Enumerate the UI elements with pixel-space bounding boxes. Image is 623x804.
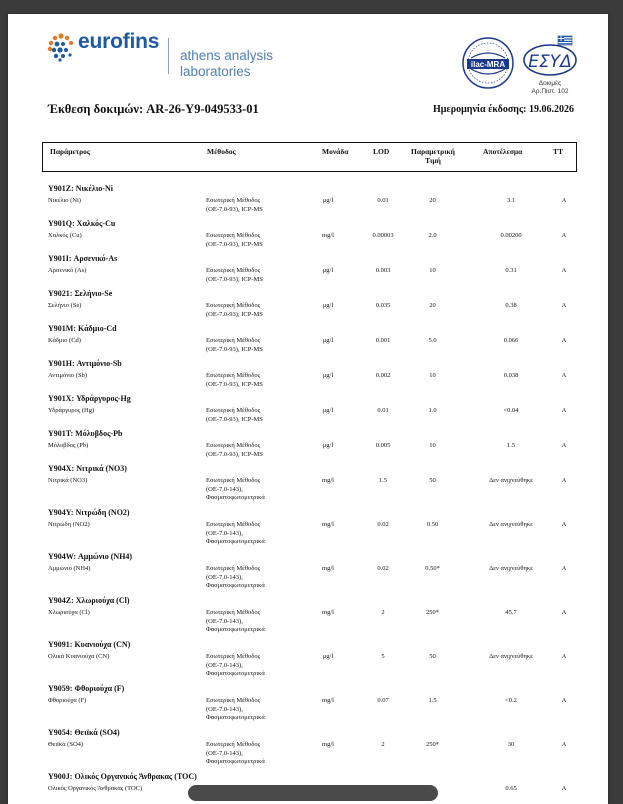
row-lod: 0.002	[375, 372, 391, 379]
row-tt: A	[561, 609, 567, 616]
row-tt: A	[561, 785, 567, 792]
row-code: Y901H: Αντιμόνιο-Sb	[48, 359, 122, 368]
row-code: Y904W: Αμμώνιο (NH4)	[48, 552, 133, 561]
table-body	[8, 14, 608, 804]
row-lod: 0.01	[377, 407, 389, 414]
row-method	[206, 521, 296, 547]
row-param-name: Σελήνιο (Se)	[48, 302, 82, 309]
col-header-param-value-line2: Τιμή	[425, 155, 441, 165]
row-lod: 0.035	[375, 302, 391, 309]
row-param-value: 1.0	[428, 407, 437, 414]
row-method	[206, 197, 296, 214]
row-method-line: Εσωτερική Μέθοδος	[206, 477, 261, 484]
issue-date: Ημερομηνία έκδοσης: 19.06.2026	[433, 104, 574, 115]
horizontal-scrollbar[interactable]	[188, 785, 438, 801]
row-unit: μg/l	[322, 407, 334, 414]
row-method	[206, 232, 296, 249]
row-param-value: 0.50*	[425, 565, 440, 572]
col-header-lod: LOD	[373, 147, 390, 156]
row-param-name: Θειϊκά (SO4)	[48, 741, 84, 748]
row-method	[206, 267, 296, 284]
row-code: Y9054: Θειϊκά (SO4)	[48, 728, 120, 737]
row-method-line: Εσωτερική Μέθοδος	[206, 442, 261, 449]
row-result: Δεν ανιχνεύθηκε	[489, 565, 533, 572]
row-method-line: (ΟΕ-7.0-93), ICP-MS	[206, 275, 263, 283]
row-lod: 0.02	[377, 521, 389, 528]
row-param-value: 20	[429, 197, 436, 204]
row-param-name: Υδράργυρος (Hg)	[48, 407, 95, 414]
row-param-value: 10	[429, 267, 436, 274]
row-unit: mg/l	[322, 521, 334, 528]
row-method	[206, 372, 296, 389]
row-param-name: Χαλκός (Cu)	[48, 232, 82, 239]
row-method-line: Εσωτερική Μέθοδος	[206, 337, 261, 344]
row-method-line: Εσωτερική Μέθοδος	[206, 232, 261, 239]
row-method-line: (ΟΕ-7.0-93), ICP-MS	[206, 415, 263, 423]
row-result: Δεν ανιχνεύθηκε	[489, 477, 533, 484]
row-tt: A	[561, 337, 567, 344]
row-lod: 0.07	[377, 697, 389, 704]
row-param-name: Χλωριούχα (Cl)	[48, 609, 90, 616]
row-method-line: Φασματοφωτομετρικά	[206, 538, 265, 545]
col-header-unit: Μονάδα	[322, 147, 349, 156]
row-tt: A	[561, 653, 567, 660]
row-method	[206, 697, 296, 723]
row-result: 0.038	[503, 372, 519, 379]
row-param-name: Ολικά Κυανιούχα (CN)	[48, 653, 110, 660]
row-lod: 0.003	[375, 267, 391, 274]
esyd-caption-line1: Δοκιμές	[538, 80, 562, 87]
row-result: Δεν ανιχνεύθηκε	[489, 521, 533, 528]
row-tt: A	[561, 407, 567, 414]
row-param-name: Αμμώνιο (NH4)	[48, 565, 91, 572]
row-method-line: (ΟΕ-7.0-93), ICP-MS	[206, 310, 263, 318]
row-code: Y904Z: Χλωριούχα (Cl)	[48, 596, 130, 605]
row-result: 30	[507, 741, 515, 748]
row-tt: A	[561, 521, 567, 528]
row-method	[206, 302, 296, 319]
row-method-line: (ΟΕ-7.0-93), ICP-MS	[206, 240, 263, 248]
row-result: 0.38	[505, 302, 517, 309]
row-param-value: 0.50	[426, 521, 439, 528]
svg-text:ΕΣΥΔ: ΕΣΥΔ	[528, 52, 572, 72]
row-code: Y9091: Κυανιούχα (CN)	[48, 640, 131, 649]
esyd-caption-line2: Αρ.Πιστ. 102	[531, 88, 569, 95]
row-method-line: (ΟΕ-7.0-143),	[206, 749, 243, 757]
row-method-line: (ΟΕ-7.0-93), ICP-MS	[206, 380, 263, 388]
row-method-line: (ΟΕ-7.0-143),	[206, 705, 243, 713]
row-param-name: Νιτρικά (NO3)	[48, 477, 88, 484]
col-header-method: Μέθοδος	[207, 147, 236, 156]
row-method-line: Εσωτερική Μέθοδος	[206, 609, 261, 616]
row-method	[206, 609, 296, 635]
row-method-line: Φασματοφωτομετρικά	[206, 626, 265, 633]
row-method-line: (ΟΕ-7.0-143),	[206, 661, 243, 669]
row-unit: μg/l	[322, 267, 334, 274]
row-method-line: Φασματοφωτομετρικά	[206, 714, 265, 721]
row-method	[206, 477, 296, 503]
row-tt: A	[561, 302, 567, 309]
col-header-param: Παράμετρος	[50, 147, 91, 156]
row-tt: A	[561, 372, 567, 379]
row-method-line: Εσωτερική Μέθοδος	[206, 653, 261, 660]
row-param-name: Αντιμόνιο (Sb)	[48, 372, 88, 379]
row-tt: A	[561, 267, 567, 274]
col-header-result: Αποτέλεσμα	[483, 147, 523, 156]
row-tt: A	[561, 741, 567, 748]
row-method	[206, 653, 296, 679]
row-unit: mg/l	[322, 477, 334, 484]
row-method-line: Φασματοφωτομετρικά	[206, 758, 265, 765]
row-param-value: 50	[429, 477, 436, 484]
row-code: Y901T: Μόλυβδος-Pb	[48, 429, 123, 438]
row-lod: 0.001	[375, 337, 391, 344]
row-result: <0.2	[505, 697, 517, 704]
row-code: Y904X: Νιτρικά (NO3)	[48, 464, 127, 473]
row-method-line: Φασματοφωτομετρικά	[206, 670, 265, 677]
row-unit: μg/l	[322, 372, 334, 379]
row-param-name: Αρσενικό (As)	[48, 267, 87, 274]
row-method-line: Εσωτερική Μέθοδος	[206, 267, 261, 274]
row-param-value: 250*	[426, 609, 439, 616]
row-result: 0.066	[503, 337, 519, 344]
row-lod: 5	[381, 653, 385, 660]
row-method-line: Εσωτερική Μέθοδος	[206, 372, 261, 379]
row-param-value: 2.0	[428, 232, 437, 239]
row-lod: 2	[381, 609, 385, 616]
row-method	[206, 442, 296, 459]
eurofins-wordmark: eurofins	[78, 30, 160, 53]
row-method-line: Φασματοφωτομετρικά	[206, 494, 265, 501]
row-param-value: 250*	[426, 741, 439, 748]
row-tt: A	[561, 197, 567, 204]
row-method-line: (ΟΕ-7.0-143),	[206, 617, 243, 625]
row-code: Y901I: Αρσενικό-As	[48, 254, 118, 263]
row-lod: 2	[381, 741, 385, 748]
row-method-line: (ΟΕ-7.0-93), ICP-MS	[206, 205, 263, 213]
row-method-line: (ΟΕ-7.0-143),	[206, 529, 243, 537]
row-method	[206, 565, 296, 591]
row-result: 3.1	[506, 197, 516, 204]
row-unit: mg/l	[322, 741, 334, 748]
row-result: 1.5	[506, 442, 516, 449]
row-param-name: Μόλυβδος (Pb)	[48, 442, 89, 449]
row-result: 0.31	[505, 267, 517, 274]
row-param-name: Φθοριούχα (F)	[48, 697, 87, 704]
row-method-line: Εσωτερική Μέθοδος	[206, 302, 261, 309]
lab-name-line1: athens analysis	[180, 48, 274, 63]
row-unit: μg/l	[322, 442, 334, 449]
row-unit: mg/l	[322, 232, 334, 239]
row-method-line: Εσωτερική Μέθοδος	[206, 565, 261, 572]
row-method-line: (ΟΕ-7.0-143),	[206, 485, 243, 493]
row-code: Y9059: Φθοριούχα (F)	[48, 684, 125, 693]
row-result: 45.7	[505, 609, 517, 616]
row-method-line: Εσωτερική Μέθοδος	[206, 407, 261, 414]
row-unit: mg/l	[322, 609, 334, 616]
report-title: Έκθεση δοκιμών: AR-26-Y9-049533-01	[48, 102, 259, 116]
row-tt: A	[561, 565, 567, 572]
row-code: Y901Q: Χαλκός-Cu	[48, 219, 116, 228]
document-page	[8, 14, 608, 804]
row-result: 0.65	[505, 785, 517, 792]
row-tt: A	[561, 232, 567, 239]
row-param-value: 5.0	[428, 337, 437, 344]
row-param-value: 50	[429, 653, 436, 660]
col-header-param-value-line1: Παραμετρική	[411, 147, 455, 156]
row-result: Δεν ανιχνεύθηκε	[489, 653, 533, 660]
row-code: Y904Y: Νιτρώδη (NO2)	[48, 508, 130, 517]
row-result: 0.00200	[500, 232, 522, 239]
row-unit: μg/l	[322, 302, 334, 309]
row-param-name: Νικέλιο (Ni)	[48, 197, 81, 204]
row-param-value: 10	[429, 442, 436, 449]
row-method-line: Εσωτερική Μέθοδος	[206, 697, 261, 704]
col-header-tt: TT	[553, 147, 564, 156]
row-lod: 0.005	[375, 442, 391, 449]
row-lod: 0.00003	[372, 232, 394, 239]
svg-text:ilac-MRA: ilac-MRA	[470, 60, 506, 69]
row-param-name: Νιτρώδη (NO2)	[48, 521, 90, 528]
lab-name-line2: laboratories	[180, 64, 251, 79]
row-unit: mg/l	[322, 697, 334, 704]
row-tt: A	[561, 697, 567, 704]
row-code: Y901X: Υδράργυρος-Hg	[48, 394, 131, 403]
row-param-name: Ολικός Οργανικός Άνθρακας (TOC)	[48, 785, 143, 792]
row-lod: 1.5	[378, 477, 388, 484]
row-unit: mg/l	[322, 565, 334, 572]
row-param-value: 20	[429, 302, 436, 309]
row-method	[206, 337, 296, 354]
row-unit: μg/l	[322, 197, 334, 204]
row-method-line: Φασματοφωτομετρικά	[206, 582, 265, 589]
row-unit: μg/l	[322, 653, 334, 660]
row-param-name: Κάδμιο (Cd)	[48, 337, 81, 344]
row-tt: A	[561, 477, 567, 484]
row-code: Y901Z: Νικέλιο-Ni	[48, 184, 113, 193]
row-code: Y900J: Ολικός Οργανικός Άνθρακας (TOC)	[48, 772, 197, 781]
row-method	[206, 741, 296, 767]
row-param-value: 10	[429, 372, 436, 379]
row-unit: μg/l	[322, 337, 334, 344]
row-method-line: Εσωτερική Μέθοδος	[206, 741, 261, 748]
row-lod: 0.01	[377, 197, 389, 204]
row-param-value: 1.5	[428, 697, 437, 704]
row-method-line: (ΟΕ-7.0-93), ICP-MS	[206, 450, 263, 458]
row-method-line: (ΟΕ-7.0-143),	[206, 573, 243, 581]
row-method-line: (ΟΕ-7.0-93), ICP-MS	[206, 345, 263, 353]
row-lod: 0.02	[377, 565, 389, 572]
row-result: <0.04	[503, 407, 519, 414]
row-code: Y901M: Κάδμιο-Cd	[48, 324, 117, 333]
row-method-line: Εσωτερική Μέθοδος	[206, 521, 261, 528]
row-tt: A	[561, 442, 567, 449]
row-method	[206, 407, 296, 424]
row-method-line: Εσωτερική Μέθοδος	[206, 197, 261, 204]
row-code: Y9021: Σελήνιο-Se	[48, 289, 113, 298]
